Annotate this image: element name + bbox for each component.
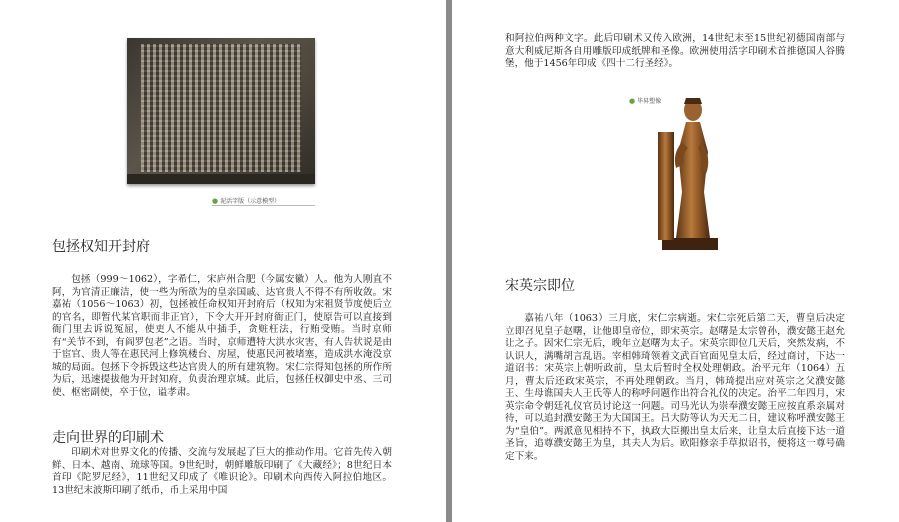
type-characters-pattern bbox=[141, 44, 301, 172]
caption-marker-icon: ● bbox=[212, 196, 219, 205]
section-heading-yingzong: 宋英宗即位 bbox=[505, 278, 575, 294]
left-page bbox=[0, 0, 446, 522]
plate-edge bbox=[127, 174, 315, 184]
clay-type-caption bbox=[212, 196, 280, 205]
caption-marker-icon: ● bbox=[629, 96, 636, 105]
paragraph-printing-continued: 和阿拉伯两种文字。此后印刷术又传入欧洲，14世纪末至15世纪初德国南部与意大利威尼斯各自用雕版印成纸牌和圣像。欧洲使用活字印刷术首推德国人谷腾堡，他于1456年印成《四十二行圣经》。 bbox=[505, 33, 845, 69]
paragraph-printing: 印刷术对世界文化的传播、交流与发展起了巨大的推动作用。它首先传入朝鲜、日本、越南、琉球等国。9世纪时，朝鲜雕版印刷了《大藏经》；8世纪日本首印《陀罗尼经》，11世纪又印成了《唯识论》。印刷术向西传入阿拉伯地区。13世纪末波斯印刷了纸币，币上采用中国 bbox=[52, 447, 392, 496]
paragraph-baozheng: 包拯（999～1062），字希仁，宋庐州合肥（今属安徽）人。他为人刚直不阿，为官清正廉洁，使一些为所欲为的皇亲国戚、达官贵人不得不有所收敛。宋嘉祐（1056～1063）初，包拯被任命权知开封府后（权知为宋祖贤节度使后立的官名，即暂代某官职而非正官），下令大开开封府衙正门，使原告可以直接到衙门里去诉说冤屈，使吏人不能从中插手，贪赃枉法，行贿受贿。当时京师有“关节不到，有阎罗包老”之语。当时，京师遭特大洪水灾害，有人告状说是由于宦官、贵人等在惠民河上修筑楼台、房屋，使惠民河被堵塞，造成洪水淹没京城的局面。包拯下令拆毁这些达官贵人的所有建筑物。宋仁宗得知包拯的所作所为后，迅速提拔他为开封知府，负责治理京城。此后，包拯任权御史中丞、三司使、枢密副使，卒于位，谥孝肃。 bbox=[52, 274, 392, 398]
bisheng-statue-caption-text: 毕昇塑像 bbox=[637, 98, 662, 105]
clay-type-plate-image bbox=[127, 38, 315, 184]
caption-underline bbox=[212, 205, 315, 206]
section-heading-printing: 走向世界的印刷术 bbox=[52, 430, 164, 446]
clay-type-caption-text: 泥活字版（示意模型） bbox=[220, 198, 281, 205]
paragraph-yingzong: 嘉祐八年（1063）三月底，宋仁宗病逝。宋仁宗死后第二天，曹皇后决定立即召见皇子赵曙，让他即皇帝位，即宋英宗。赵曙是太宗曾孙，濮安懿王赵允让之子。因宋仁宗无后，晚年立赵曙为太子。宋英宗即位几天后，突然发病，不认识人，满嘴胡言乱语。宰相韩琦领着文武百官面见皇太后，经过商讨，下达一道诏书：宋英宗上朝听政前，皇太后暂时全权处理朝政。治平元年（1064）五月，曹太后还政宋英宗，不再处理朝政。当月，韩琦提出应对英宗之父濮安懿王、生母谯国夫人王氏等人的称呼问题作出符合礼仪的决定。治平二年四月，宋英宗命令朝廷礼仪官员讨论这一问题。司马光认为崇奉濮安懿王应按直系亲属对待，可以追封濮安懿王为大国国王。吕大防等认为天无二日，建议称呼濮安懿王为“皇伯”。两派意见相持不下，执政大臣搬出皇太后来，让皇太后直接下达一道圣旨，追尊濮安懿王为皇，其夫人为后。欧阳修亲手草拟诏书，便将这一尊号确定下来。 bbox=[505, 313, 845, 462]
bisheng-statue-image bbox=[652, 92, 728, 252]
section-heading-baozheng: 包拯权知开封府 bbox=[52, 239, 150, 255]
